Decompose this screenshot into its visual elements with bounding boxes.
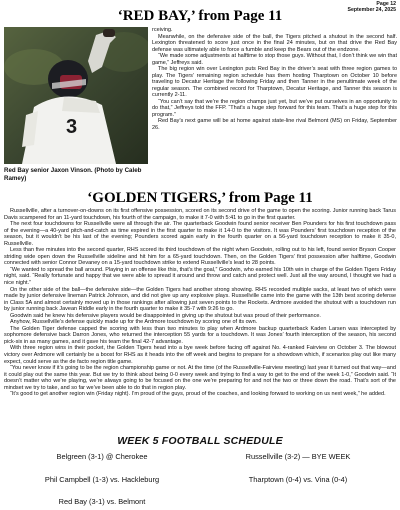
red-bay-story-body (152, 27, 397, 131)
schedule-game: Red Bay (3-1) vs. Belmont (58, 497, 146, 506)
player-photo-illustration (4, 27, 148, 164)
page-number: Page 12 (376, 1, 396, 7)
paragraph: “You never know if it’s going to be the region championship game or not. At the time (of the Russellville-Fairview meeting) last year it turned out that way—and it could play out the same this year. But we try to think about being 0-0 every week and trying to find a way to get to the end of the week 1-0,” Goodwin said. “It doesn’t matter who we’re playing, we’re always going to be focused on the one we’re preparing for and not the two or three down the road. That’s sort of the mindset we try to take, and so far we’ve been able to do that in region play. (4, 365, 396, 391)
schedule-title: WEEK 5 FOOTBALL SCHEDULE (117, 435, 283, 447)
svg-text:3: 3 (66, 116, 78, 138)
paragraph: Russellville, after a turnover-on-downs on its first offensive possession, scored on its second drive of the game to open the scoring. Junior running back Tarus Davis scampered for an 11-yard touchdown, his fourth of the campaign, to make it 7-0 with 5:41 to go in the first quarter. (4, 208, 396, 221)
golden-tigers-headline: ‘GOLDEN TIGERS,’ from Page 11 (87, 190, 313, 206)
paragraph: The next four touchdowns for Russellville were all through the air. The quarterback Goodwin found senior receiver Ben Pounders for his first touchdown pass of the evening—a 40-yard pitch-and-catch as time expired in the first quarter to make it 14-0 to the visitors. It was Pounders’ first touchdown reception of the season, but it wouldn’t be his last of the evening; Pounders scored again early in the fourth quarter on a 56-yard touchdown reception to make it 35-0, Russellville. (4, 221, 396, 247)
schedule-game: Belgreen (3-1) @ Cherokee (56, 452, 148, 461)
paragraph: The big region win over Lexington puts Red Bay in the driver’s seat with three region games to play. The Tigers’ remaining region schedule has them hosting Tharptown on October 10 before traveling to Decatur Heritage the following Friday and then Tanner in the penultimate week of the regular season. The combined record for Tharptown, Decatur Heritage, and Tanner this season is currently 2-11. (152, 66, 397, 98)
photo-caption: Red Bay senior Jaxon Vinson. (Photo by Caleb Ramey) (4, 167, 142, 182)
golden-tigers-story-body (4, 208, 396, 398)
paragraph: “We made some adjustments at halftime to stop those guys. Without that, I don’t think we win that game,” Jeffreys said. (152, 53, 397, 66)
paragraph: “We wanted to spread the ball around. Playing in an offense like this, that’s the goal,” Goodwin, who earned his 10th win in charge of the Golden Tigers Friday night, said. “Really fortunate and happy that we were able to spread it around and throw and catch and protect well. Just all the way around, I thought we had a nice night.” (4, 266, 396, 287)
football-schedule (4, 435, 396, 507)
schedule-game: Phil Campbell (1-3) vs. Hackleburg (44, 475, 160, 484)
paragraph: Meanwhile, on the defensive side of the ball, the Tigers pitched a shutout in the second half. Lexington threatened to score just once in the final 24 minutes, but on that drive the Red Bay defense was ultimately able to force a fumble and keep the Bears out of the endzone. (152, 33, 397, 53)
paragraph: rceiving. (152, 27, 173, 33)
paragraph: Less than five minutes into the second quarter, RHS scored its third touchdown of the night when Goodwin, rolling out to his left, found senior Bryson Cooper striding wide open down the Russellville sideline and hit him for a 65-yard touchdown. Then, on the Golden Tigers’ first possession after halftime, Goodwin connected with senior Connor Devaney on a 15-yard touchdown strike to extend Russellville’s lead to 28 points. (4, 247, 396, 267)
schedule-games (4, 449, 396, 507)
paragraph: “You can’t say that we’re the region champs just yet, but we’ve put ourselves in an opportunity to do that,” Jeffreys told the FFP. “That’s a huge step forward for this team. That’s a huge step for this program.” (152, 98, 397, 118)
paragraph: Goodwin said he knew his defensive players would be disappointed in giving up the shutout but was proud of their performance. (10, 312, 321, 319)
red-bay-headline: ‘RED BAY,’ from Page 11 (117, 8, 283, 24)
paragraph: On the other side of the ball—the defensive side—the Golden Tigers had another strong showing. RHS recorded multiple sacks, at least two of which were made by junior defensive lineman Patrick Johnson, and did not give up any explosive plays. Russellville came into the game with the 13th best scoring defense in Class 5A and almost certainly moved up in those rankings after allowing just seven points to the Rockets. Ardmore avoided the shutout with a touchdown run by junior running back Javean Riddle early in the fourth quarter to make it 35-7 with 9:26 to go. (4, 286, 396, 313)
paragraph: Anyhow, Russellville’s defense quickly made up for the Ardmore touchdown by scoring one of its own. (10, 319, 258, 326)
schedule-game: Tharptown (0-4) vs. Vina (0-4) (248, 475, 348, 484)
paragraph: “It’s good to get another region win (Friday night). I’m proud of the guys, proud of the coaches, and looking forward to working on us next week,” he added. (10, 391, 386, 398)
paragraph: Red Bay’s next game will be at home against state-line rival Belmont (MS) on Friday, September 26. (152, 118, 397, 131)
paragraph: With three region wins in their pocket, the Golden Tigers head into a bye week before facing off against No. 4-ranked Fairview on October 3. The blowout victory over Ardmore will certainly be a boost for RHS as it heads into the off week and begins to prepare for a showdown which, if scenarios play out like many expect, could serve as the de facto region title game. (4, 345, 396, 365)
page-date: September 24, 2025 (347, 7, 396, 13)
paragraph: The Golden Tiger defense capped the scoring with less than two minutes to play when Ardmore backup quarterback Kaden Larsen was intercepted by sophomore defensive back Darron Jones, who returned the interception 55 yards for a touchdown. It was Jones’ fourth interception of the season, his second pick-six in as many games, and it gave his team the final 42-7 advantage. (4, 325, 396, 345)
schedule-game: Russellville (3-2) — BYE WEEK (245, 452, 351, 461)
player-photo (4, 27, 148, 164)
